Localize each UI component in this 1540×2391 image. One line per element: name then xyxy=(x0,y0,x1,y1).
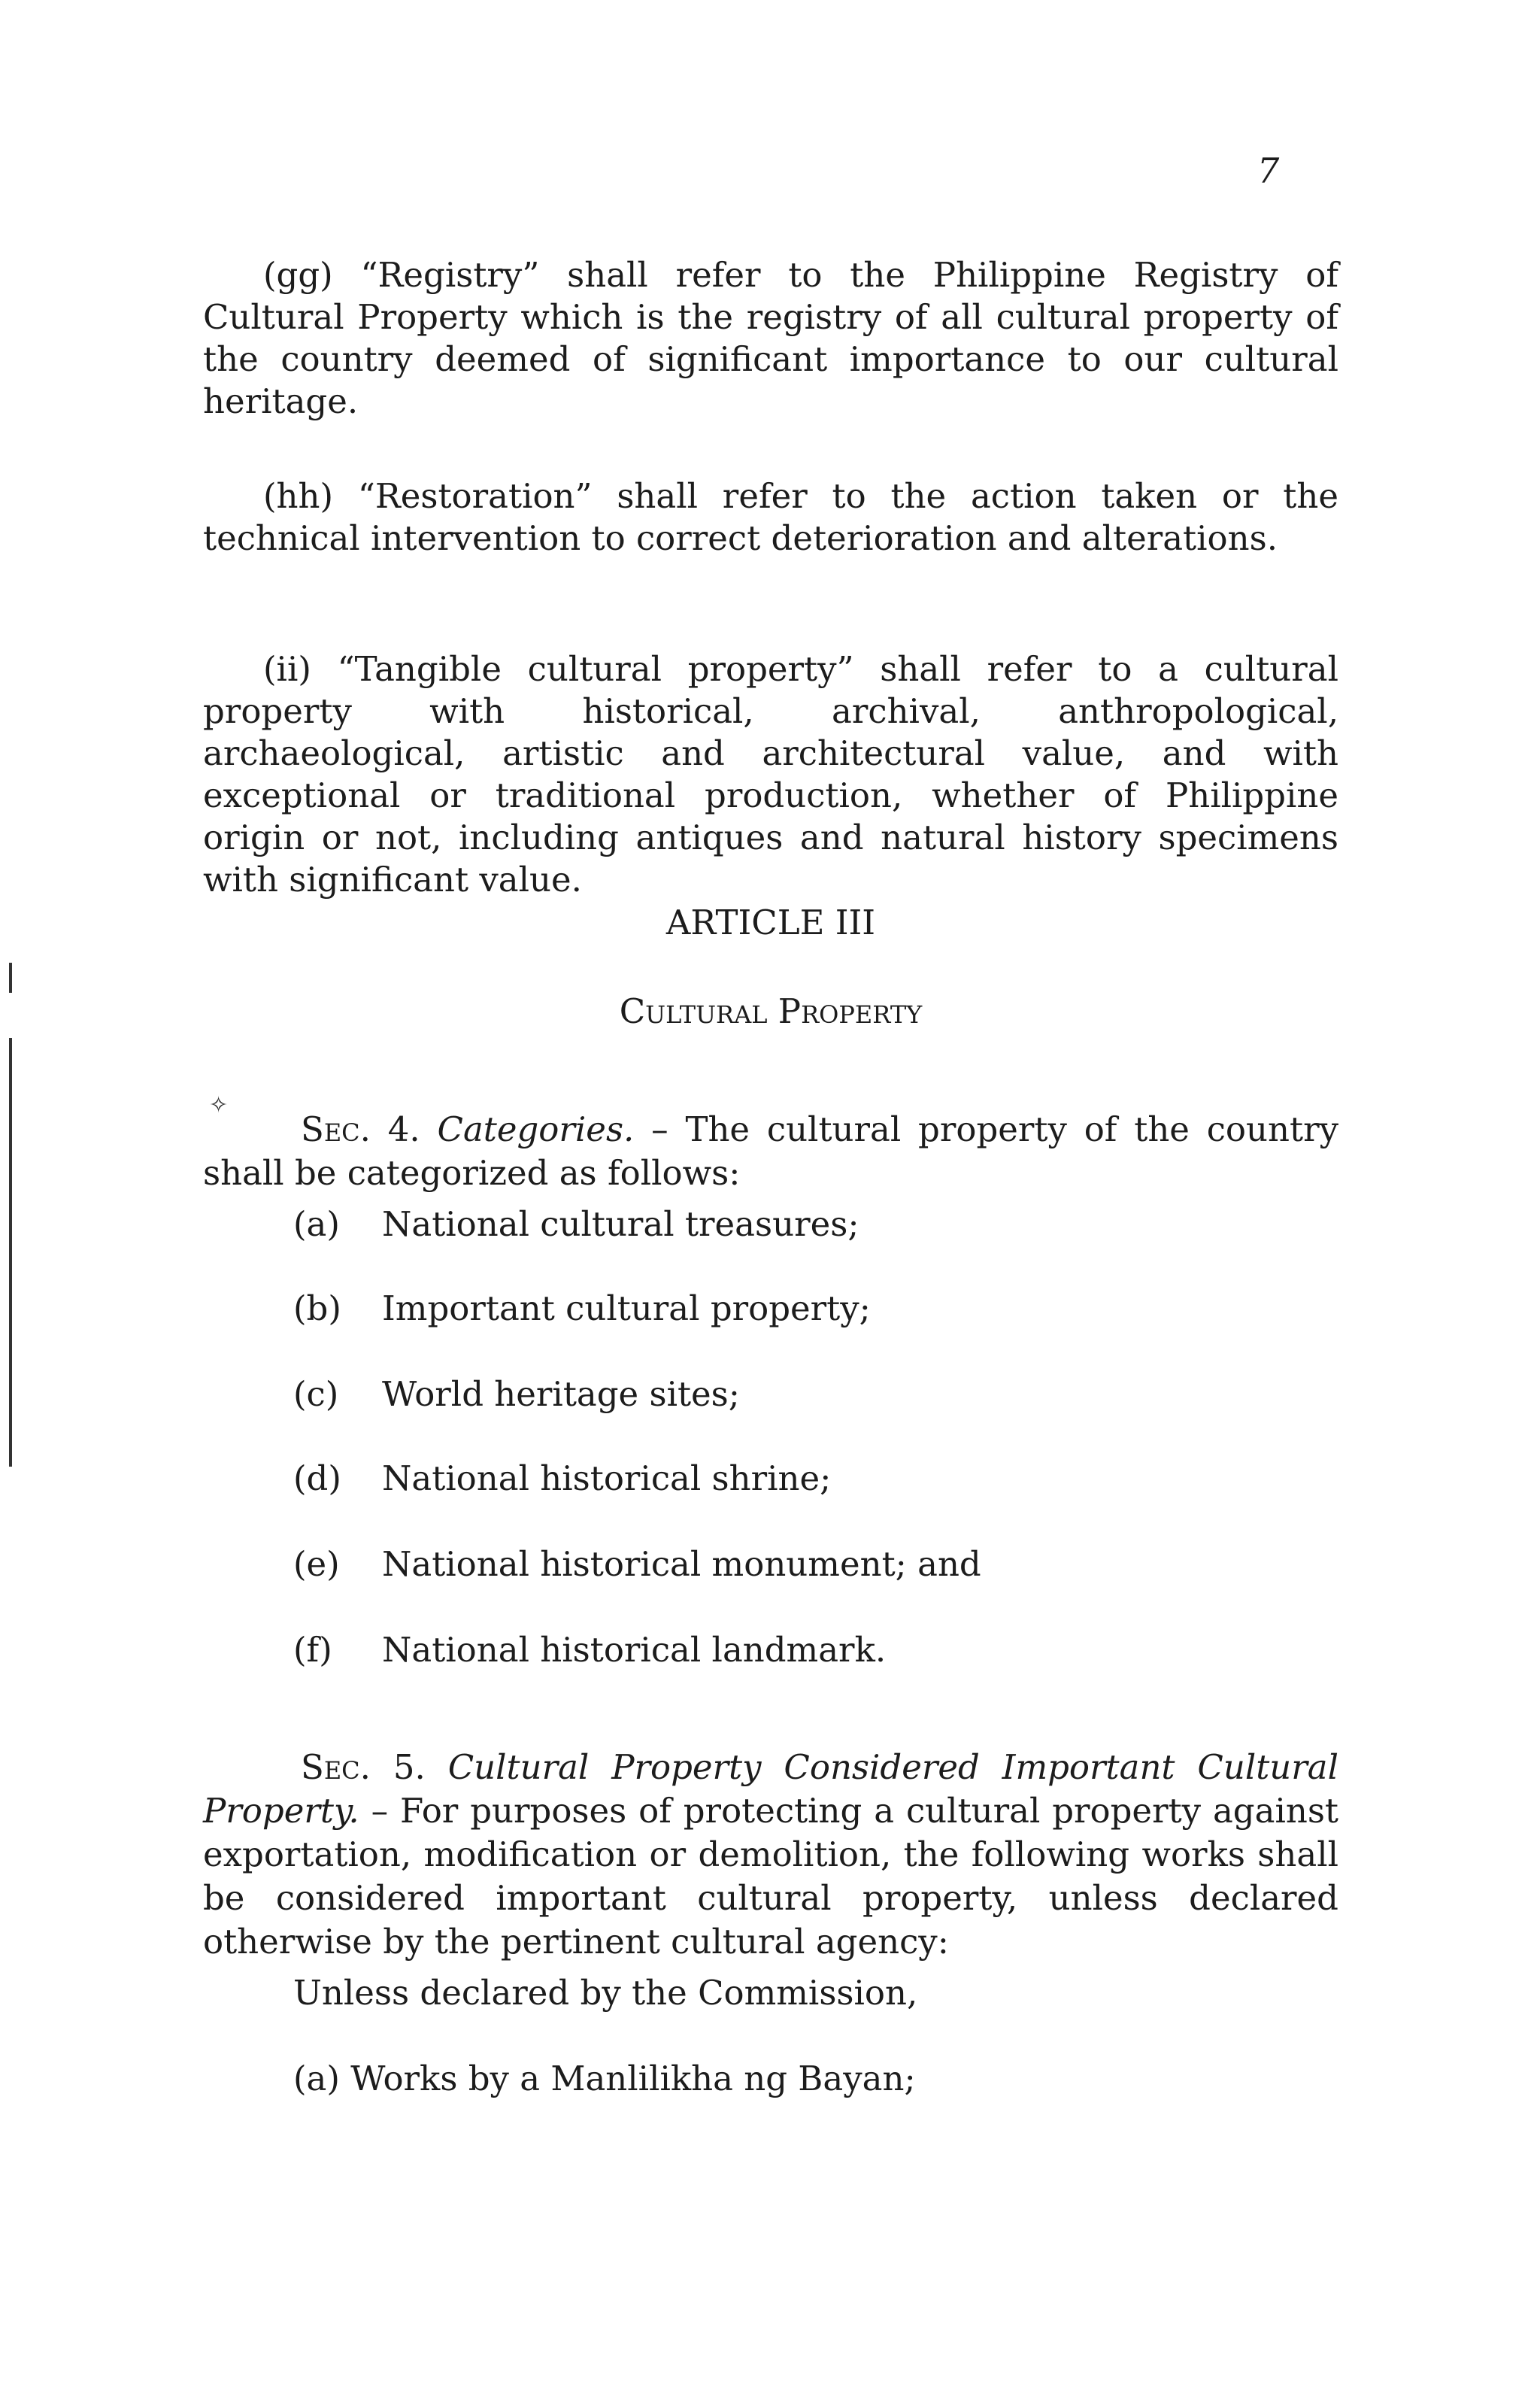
category-text: National historical landmark. xyxy=(382,1630,887,1670)
section-4-label: Sec. 4. xyxy=(301,1109,420,1149)
section-4-heading: Categories. xyxy=(437,1109,635,1149)
section-marker-icon: ✧ xyxy=(209,1092,229,1118)
section-5-text: – For purposes of protecting a cultural property against exportation, modification or demolition, the following works shall be considered important cultural property, unless declared otherwise by the pertinent cultural agency: xyxy=(203,1791,1338,1962)
section-5-item-a: (a) Works by a Manlilikha ng Bayan; xyxy=(293,2059,916,2098)
category-item xyxy=(293,1373,740,1415)
category-label: (e) xyxy=(293,1544,340,1584)
section-5-heading: Cultural Property Considered Important Cultural Property. xyxy=(203,1747,1339,1831)
definition-gg: (gg) “Registry” shall refer to the Philippine Registry of Cultural Property which is the registry of all cultural property of the country deemed of significant importance to our cultural heritage. xyxy=(203,255,1338,421)
category-item xyxy=(293,1629,886,1671)
category-text: National cultural treasures; xyxy=(382,1204,859,1244)
category-text: National historical monument; and xyxy=(382,1544,981,1584)
category-label: (b) xyxy=(293,1288,341,1328)
section-5-unless: Unless declared by the Commission, xyxy=(293,1973,918,2013)
section-5-label: Sec. 5. xyxy=(301,1747,426,1787)
article-title: Cultural Property xyxy=(619,991,923,1031)
article-number: ARTICLE III xyxy=(665,903,876,942)
category-item xyxy=(293,1288,871,1330)
category-text: Important cultural property; xyxy=(382,1288,871,1328)
category-label: (c) xyxy=(293,1374,339,1414)
category-label: (f) xyxy=(293,1630,332,1670)
category-label: (d) xyxy=(293,1458,341,1498)
category-item xyxy=(293,1458,831,1500)
section-4-text: – The cultural property of the country shall be categorized as follows: xyxy=(203,1109,1339,1193)
scan-edge-mark xyxy=(9,963,12,993)
category-text: World heritage sites; xyxy=(382,1374,740,1414)
section-4 xyxy=(203,1108,1338,1195)
page-number: 7 xyxy=(1257,150,1280,191)
section-5 xyxy=(203,1746,1338,1964)
category-item xyxy=(293,1543,981,1585)
category-text: National historical shrine; xyxy=(382,1458,832,1498)
category-label: (a) xyxy=(293,1204,340,1244)
category-item xyxy=(293,1203,859,1246)
definition-hh: (hh) “Restoration” shall refer to the action taken or the technical intervention to correct deterioration and alterations. xyxy=(203,476,1338,558)
scan-edge-mark xyxy=(9,1038,12,1467)
definition-ii: (ii) “Tangible cultural property” shall refer to a cultural property with historical, archival, anthropological, archaeological, artistic and architectural value, and with exceptional or traditional production, whether of Philippine origin or not, including antiques and natural history specimens with significant value. xyxy=(203,649,1338,900)
